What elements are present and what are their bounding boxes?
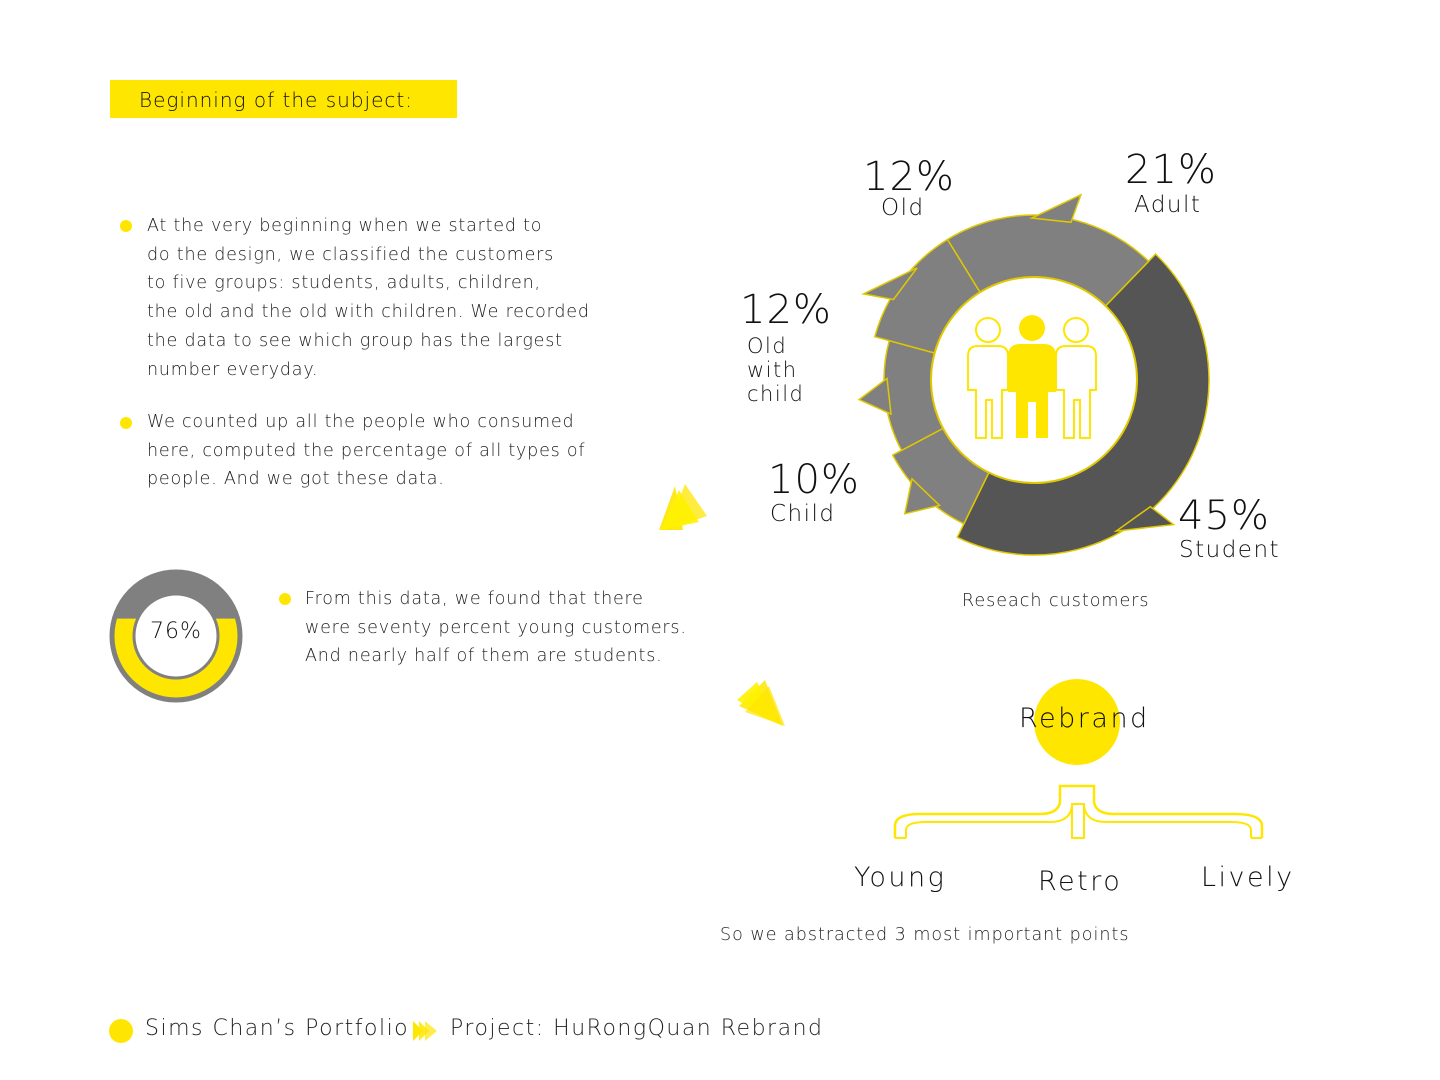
- rebrand-diagram: [880, 676, 1280, 846]
- finding-paragraph: From this data, we found that there were seventy percent young customers. And nearly half of them are students.: [305, 589, 687, 667]
- bullet-dot-icon: [120, 220, 132, 232]
- bullet-dot-icon: [120, 417, 132, 429]
- rebrand-title: Rebrand: [1019, 703, 1150, 734]
- slice-student-name: Student: [1179, 537, 1281, 563]
- arrow-chevron-icon: [735, 676, 791, 730]
- footer-arrow-icon: [411, 1019, 441, 1043]
- footer-dot-icon: [109, 1019, 133, 1043]
- intro-paragraph: At the very beginning when we started to do the design, we classified the customers to five groups: students, adults, children, the old and the old with children. We recorded the data to see which group has the largest number everyday.: [147, 216, 590, 380]
- slice-old-name: Old: [881, 195, 925, 221]
- point-young: Young: [854, 862, 947, 893]
- rebrand-caption: So we abstracted 3 most important points: [720, 925, 1130, 945]
- chart-caption: Reseach customers: [962, 591, 1150, 611]
- young-ratio-label: 76%: [150, 619, 202, 644]
- bullet-dot-icon: [279, 593, 291, 605]
- slice-old-pct: 12%: [863, 154, 955, 200]
- arrow-chevron-icon: [655, 482, 715, 534]
- slice-oldchild-pct: 12%: [740, 287, 832, 333]
- slice-child-pct: 10%: [768, 457, 860, 503]
- point-lively: Lively: [1201, 862, 1295, 893]
- slice-student-pct: 45%: [1178, 493, 1270, 539]
- footer-portfolio: Sims Chan’s Portfolio: [145, 1016, 410, 1041]
- slice-adult-pointer: [1032, 195, 1081, 222]
- slice-oldchild-name: [747, 334, 877, 406]
- slice-adult-pct: 21%: [1125, 147, 1217, 193]
- customer-donut-chart: [820, 180, 1240, 580]
- slice-adult-name: Adult: [1134, 192, 1202, 218]
- slice-oldchild-name-text: Old with child: [747, 334, 805, 406]
- count-paragraph: We counted up all the people who consumed here, computed the percentage of all types of people. And we got these data.: [147, 412, 586, 490]
- point-retro: Retro: [1038, 866, 1123, 897]
- section-label-text: Beginning of the subject:: [139, 88, 413, 112]
- footer-project: Project: HuRongQuan Rebrand: [450, 1016, 824, 1041]
- section-label: [110, 80, 457, 118]
- slice-child-name: Child: [770, 501, 836, 527]
